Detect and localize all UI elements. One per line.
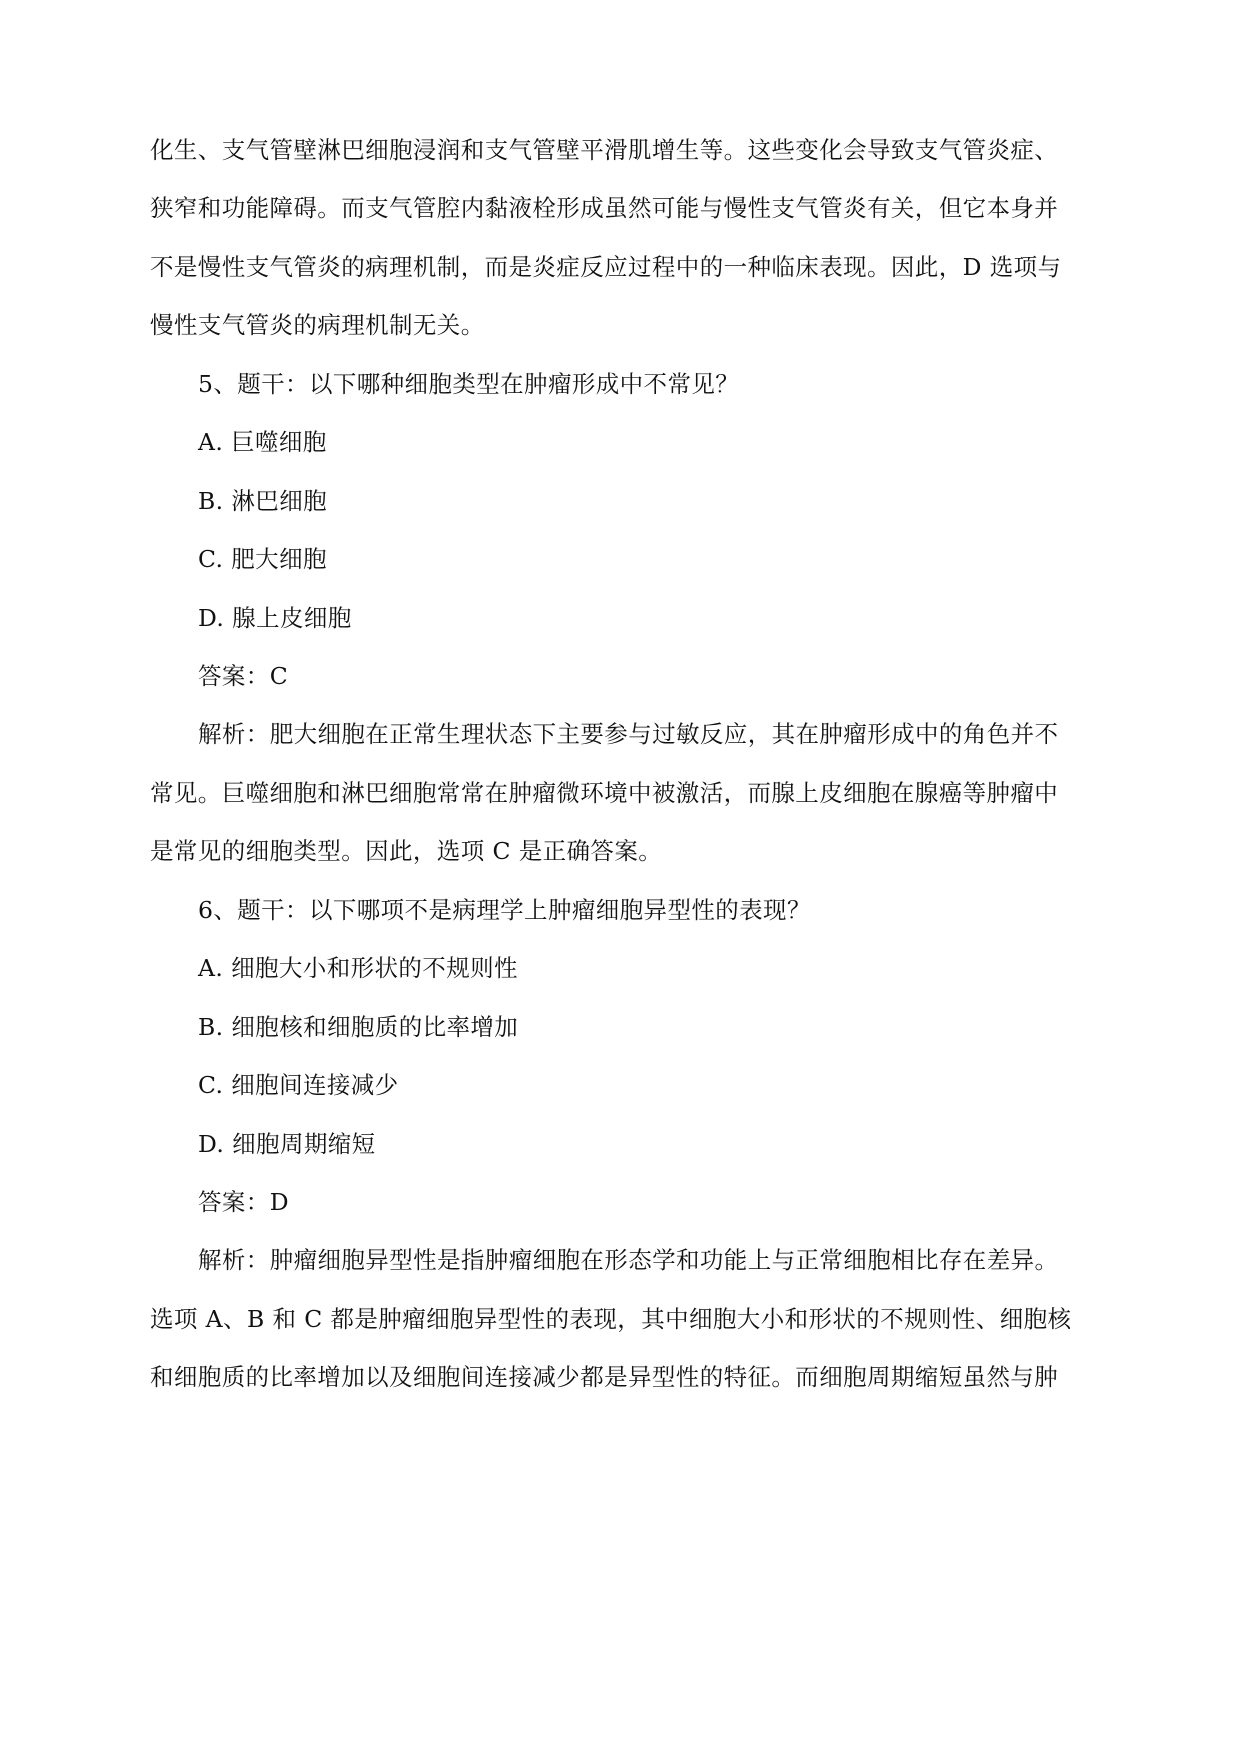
q5-explanation-line-2: 常见。巨噬细胞和淋巴细胞常常在肿瘤微环境中被激活，而腺上皮细胞在腺癌等肿瘤中	[150, 779, 1059, 807]
q5-explanation-line-3: 是常见的细胞类型。因此，选项 C 是正确答案。	[150, 837, 663, 865]
q6-stem: 6、题干：以下哪项不是病理学上肿瘤细胞异型性的表现？	[198, 896, 811, 924]
q6-option-d: D. 细胞周期缩短	[198, 1130, 376, 1158]
q5-option-c: C. 肥大细胞	[198, 545, 327, 573]
q5-answer: 答案：C	[198, 662, 289, 690]
q5-option-d: D. 腺上皮细胞	[198, 604, 352, 632]
prev-explanation-line-2: 狭窄和功能障碍。而支气管腔内黏液栓形成虽然可能与慢性支气管炎有关，但它本身并	[150, 194, 1059, 222]
q6-option-a: A. 细胞大小和形状的不规则性	[198, 954, 518, 982]
q5-explanation-line-1: 解析：肥大细胞在正常生理状态下主要参与过敏反应，其在肿瘤形成中的角色并不	[198, 720, 1059, 748]
q6-answer: 答案：D	[198, 1188, 289, 1216]
q6-option-c: C. 细胞间连接减少	[198, 1071, 399, 1099]
q6-explanation-line-1: 解析：肿瘤细胞异型性是指肿瘤细胞在形态学和功能上与正常细胞相比存在差异。	[198, 1246, 1059, 1274]
q6-option-b: B. 细胞核和细胞质的比率增加	[198, 1013, 519, 1041]
q5-stem: 5、题干：以下哪种细胞类型在肿瘤形成中不常见？	[198, 370, 740, 398]
prev-explanation-line-3: 不是慢性支气管炎的病理机制，而是炎症反应过程中的一种临床表现。因此，D 选项与	[150, 253, 1062, 281]
q5-option-b: B. 淋巴细胞	[198, 487, 328, 515]
q5-option-a: A. 巨噬细胞	[198, 428, 327, 456]
prev-explanation-line-1: 化生、支气管壁淋巴细胞浸润和支气管壁平滑肌增生等。这些变化会导致支气管炎症、	[150, 136, 1059, 164]
q6-explanation-line-2: 选项 A、B 和 C 都是肿瘤细胞异型性的表现，其中细胞大小和形状的不规则性、细胞核	[150, 1305, 1072, 1333]
prev-explanation-line-4: 慢性支气管炎的病理机制无关。	[150, 311, 485, 339]
q6-explanation-line-3: 和细胞质的比率增加以及细胞间连接减少都是异型性的特征。而细胞周期缩短虽然与肿	[150, 1363, 1059, 1391]
